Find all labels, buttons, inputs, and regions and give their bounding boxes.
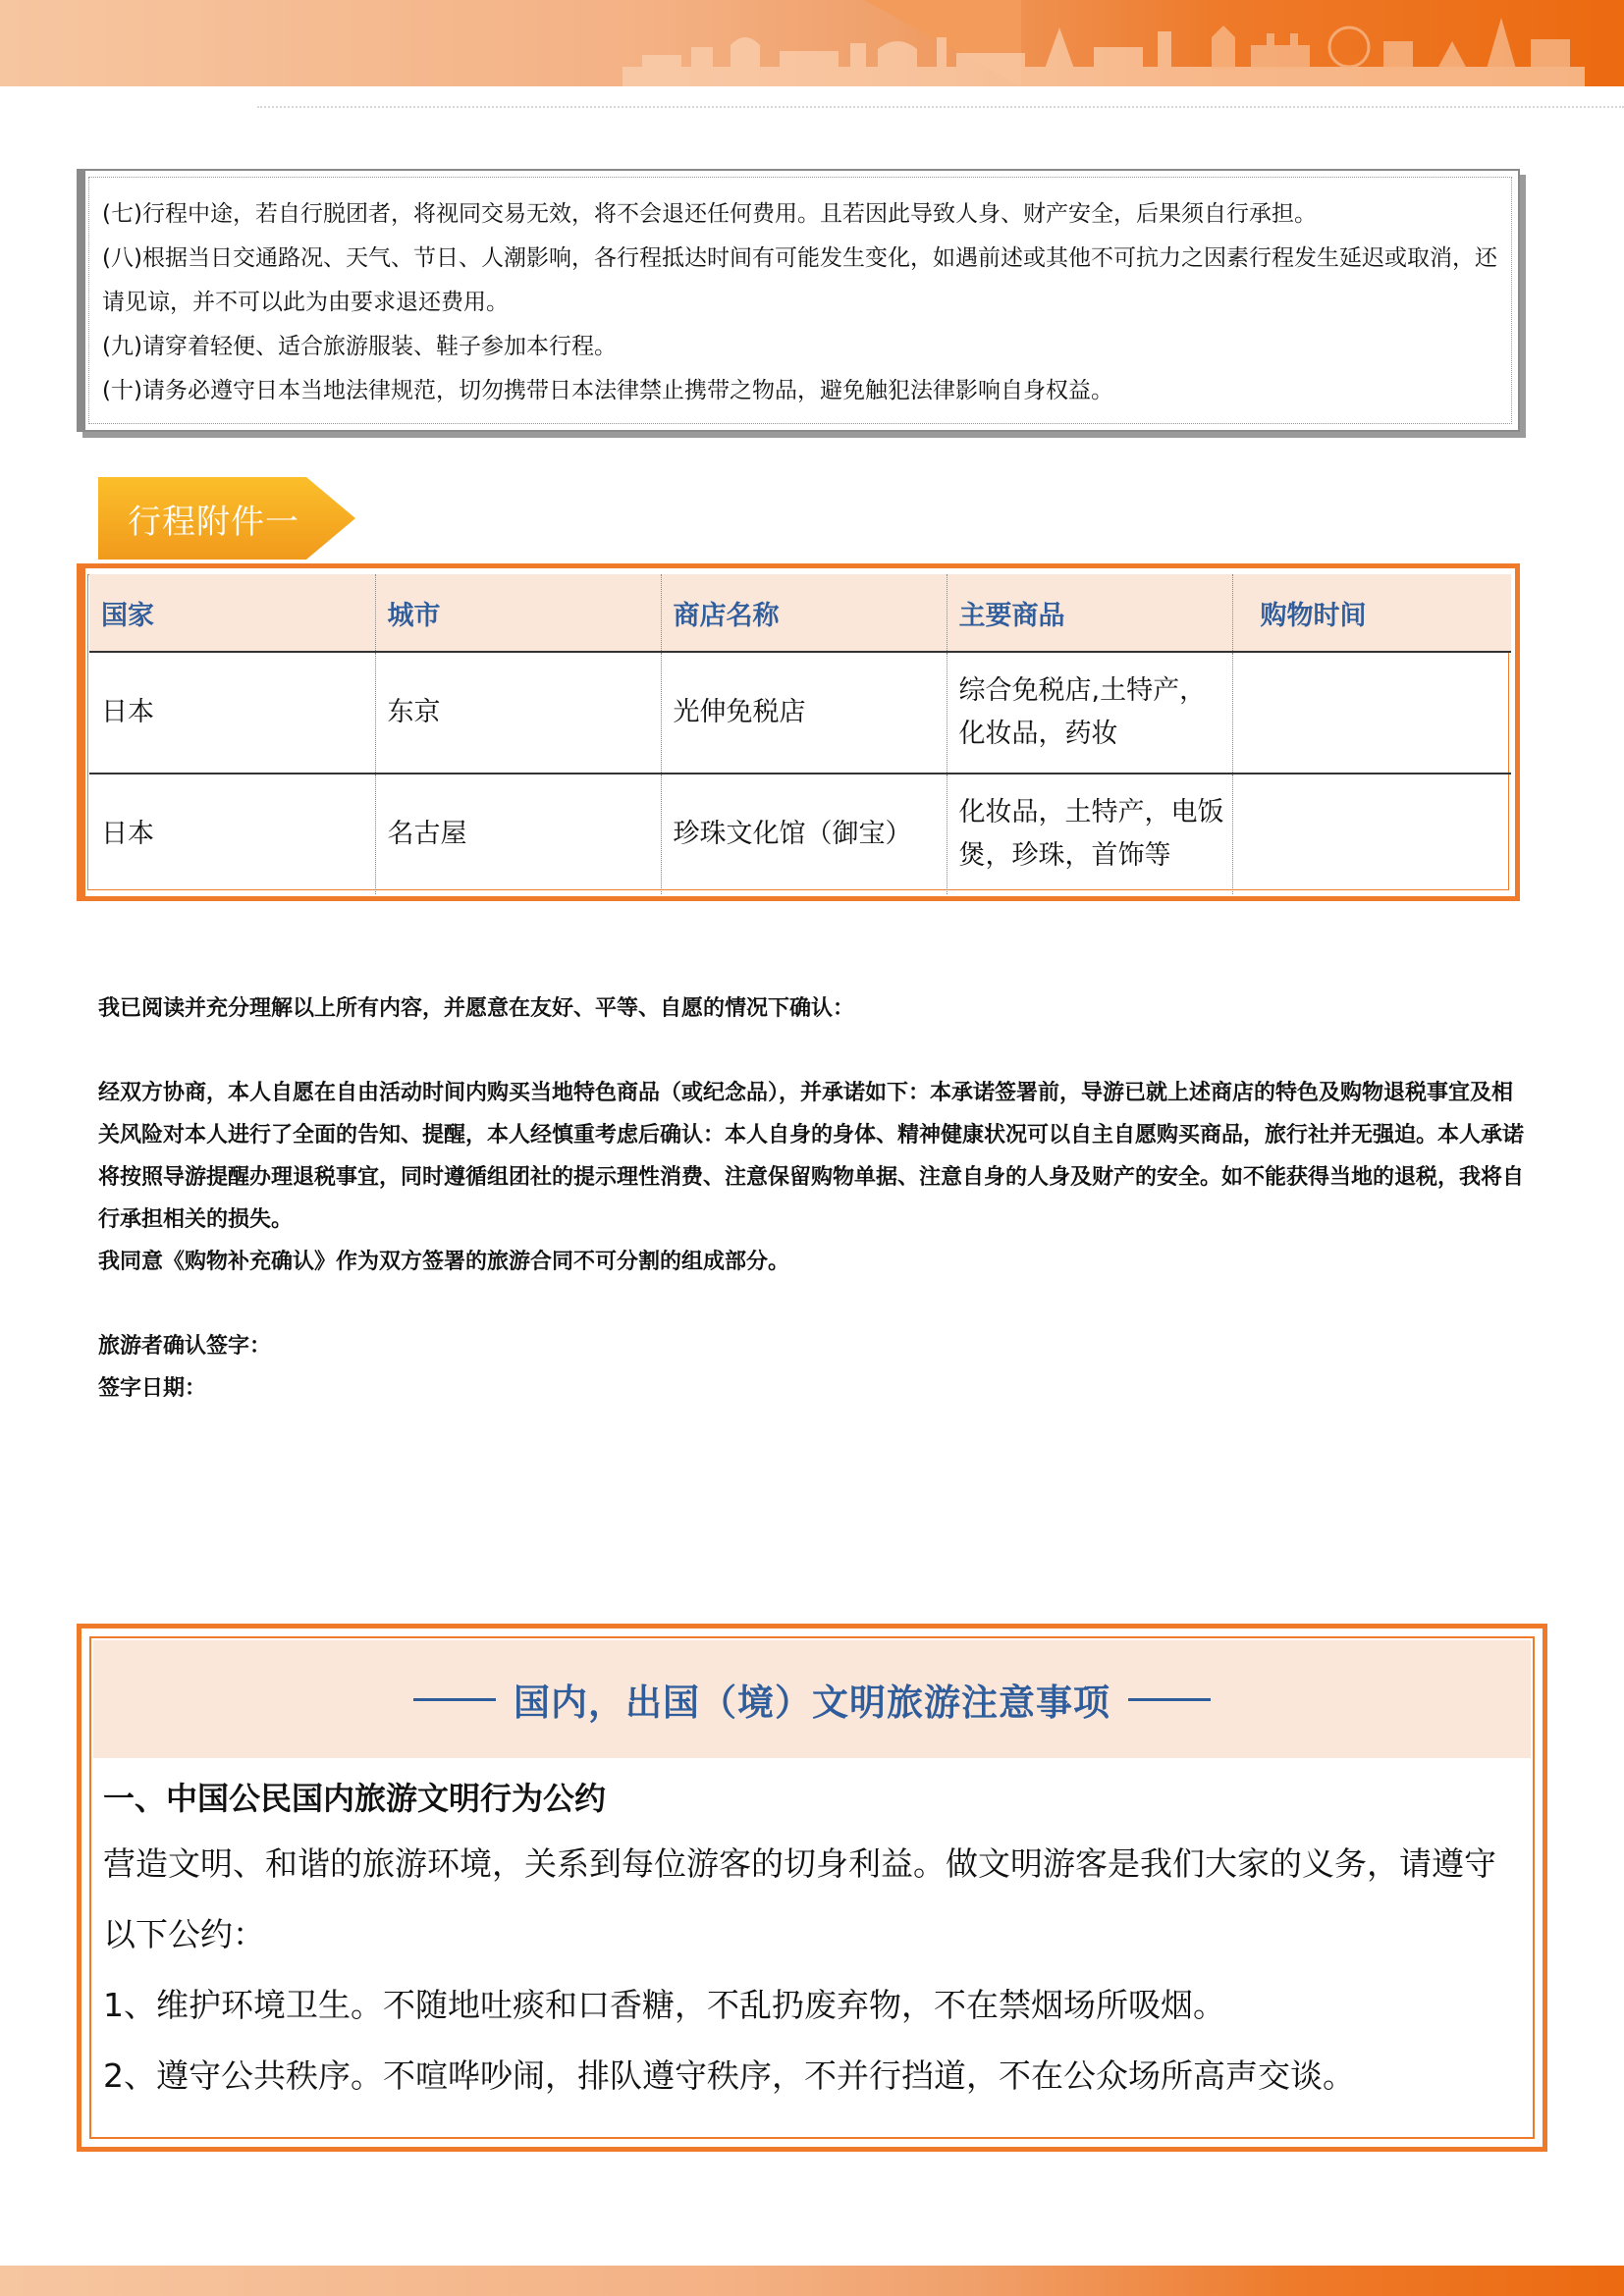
confirm-intro-block <box>98 988 1532 1030</box>
table-cell: 日本 <box>89 774 375 894</box>
shopping-table-frame <box>77 563 1520 901</box>
table-cell: 化妆品，土特产，电饭煲，珍珠，首饰等 <box>947 774 1232 894</box>
signature-block <box>98 1325 1532 1410</box>
shopping-table <box>89 574 1511 894</box>
table-header-row <box>89 574 1511 652</box>
note-item: (七)行程中途，若自行脱团者，将视同交易无效，将不会退还任何费用。且若因此导致人身、财产安全，后果须自行承担。 <box>102 201 1317 227</box>
confirm-body: 经双方协商，本人自愿在自由活动时间内购买当地特色商品（或纪念品），并承诺如下：本承诺签署前，导游已就上述商店的特色及购物退税事宜及相关风险对本人进行了全面的告知、提醒，本人经慎重考虑后确认：本人自身的身体、精神健康状况可以自主自愿购买商品，旅行社并无强迫。本人承诺将按照导游提醒办理退税事宜，同时遵循组团社的提示理性消费、注意保留购物单据、注意自身的人身及财产的安全。如不能获得当地的退税，我将自行承担相关的损失。 <box>98 1081 1525 1232</box>
table-cell <box>1232 774 1511 894</box>
civility-heading-bar <box>93 1640 1531 1758</box>
civility-notice-box <box>77 1624 1547 2152</box>
header-band <box>0 0 1624 86</box>
attachment-title: 行程附件一 <box>128 503 299 542</box>
heading-dash-right <box>1128 1698 1211 1701</box>
column-header: 主要商品 <box>947 574 1232 652</box>
table-cell: 光伸免税店 <box>661 652 947 774</box>
table-cell: 日本 <box>89 652 375 774</box>
attachment-title-banner <box>98 477 355 560</box>
note-item: (十)请务必遵守日本当地法律规范，切勿携带日本法律禁止携带之物品，避免触犯法律影响自身权益。 <box>102 378 1113 403</box>
table-row <box>89 774 1511 894</box>
table-cell: 东京 <box>375 652 661 774</box>
header-divider <box>257 106 1624 108</box>
table-cell: 珍珠文化馆（御宝） <box>661 774 947 894</box>
table-cell <box>1232 652 1511 774</box>
column-header: 国家 <box>89 574 375 652</box>
table-cell: 名古屋 <box>375 774 661 894</box>
note-item: (九)请穿着轻便、适合旅游服装、鞋子参加本行程。 <box>102 334 617 359</box>
confirm-intro: 我已阅读并充分理解以上所有内容，并愿意在友好、平等、自愿的情况下确认： <box>98 996 855 1021</box>
table-row <box>89 652 1511 774</box>
civility-title: 国内，出国（境）文明旅游注意事项 <box>514 1682 1110 1724</box>
signature-label: 旅游者确认签字： <box>98 1334 272 1359</box>
column-header: 购物时间 <box>1232 574 1511 652</box>
table-cell: 综合免税店,土特产，化妆品，药妆 <box>947 652 1232 774</box>
civility-body <box>103 1776 1525 2111</box>
city-skyline-decoration <box>623 8 1585 86</box>
footer-band <box>0 2266 1624 2296</box>
confirm-agree: 我同意《购物补充确认》作为双方签署的旅游合同不可分割的组成部分。 <box>98 1250 790 1274</box>
column-header: 城市 <box>375 574 661 652</box>
civility-item: 2、遵守公共秩序。不喧哗吵闹，排队遵守秩序，不并行挡道，不在公众场所高声交谈。 <box>103 2056 1355 2095</box>
heading-dash-left <box>413 1698 496 1701</box>
column-header: 商店名称 <box>661 574 947 652</box>
civility-section-heading: 一、中国公民国内旅游文明行为公约 <box>103 1780 607 1817</box>
civility-intro: 营造文明、和谐的旅游环境，关系到每位游客的切身利益。做文明游客是我们大家的义务，请遵守以下公约： <box>103 1844 1496 1953</box>
civility-item: 1、维护环境卫生。不随地吐痰和口香糖，不乱扔废弃物，不在禁烟场所吸烟。 <box>103 1986 1225 2024</box>
itinerary-notes-box <box>77 169 1520 432</box>
sign-date-label: 签字日期： <box>98 1376 207 1401</box>
confirm-body-block <box>98 1072 1532 1283</box>
note-item: (八)根据当日交通路况、天气、节日、人潮影响，各行程抵达时间有可能发生变化，如遇前述或其他不可抗力之因素行程发生延迟或取消，还请见谅，并不可以此为由要求退还费用。 <box>102 245 1497 315</box>
